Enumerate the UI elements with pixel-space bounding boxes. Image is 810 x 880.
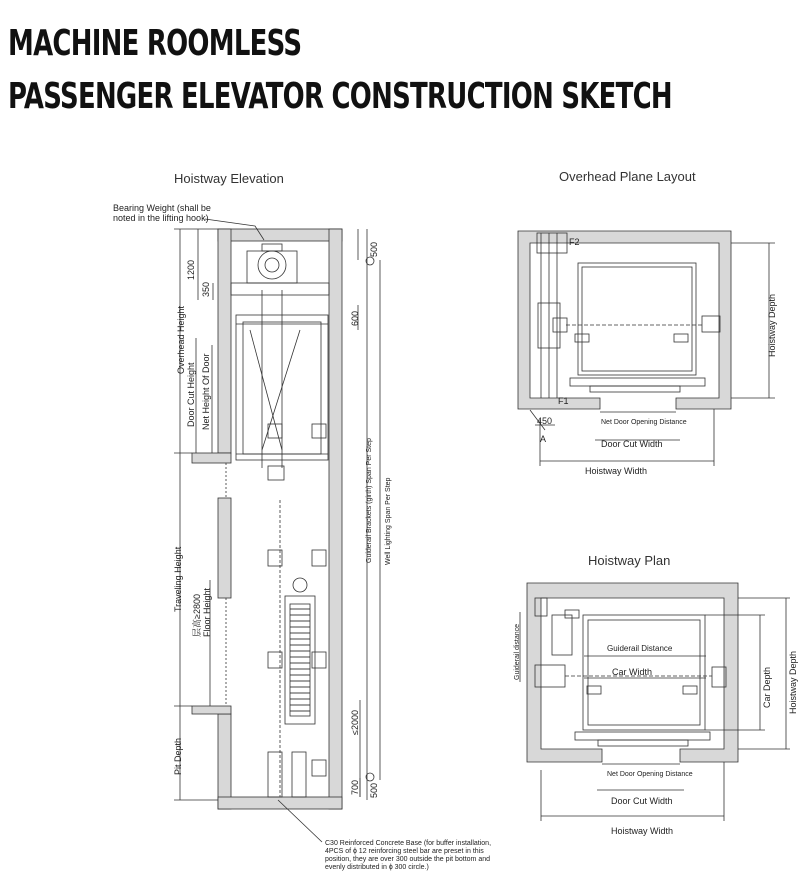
dim-1200: 1200: [186, 259, 196, 280]
title-line-1: MACHINE ROOMLESS: [8, 23, 302, 64]
bearing-note-line-1: Bearing Weight (shall be: [113, 203, 211, 213]
base-note-line-1: C30 Reinforced Concrete Base (for buffer installation,: [325, 840, 492, 847]
plan-door-cut-width: Door Cut Width: [611, 796, 673, 806]
dim-2000: ≤2000: [350, 710, 360, 735]
plan-car-width: Car Width: [612, 667, 653, 677]
plan-guiderail-distance: Guiderail Distance: [607, 644, 673, 653]
traction-machine: [247, 251, 297, 283]
elevation-left-wall-middle: [218, 498, 231, 598]
hoistway-elevation-heading: Hoistway Elevation: [174, 171, 284, 186]
lower-landing-slab: [192, 706, 231, 714]
overhead-plane-layout: [518, 231, 775, 466]
overhead-door-cut-width: Door Cut Width: [601, 439, 663, 449]
hoistway-plan-heading: Hoistway Plan: [588, 553, 671, 568]
title-line-2: PASSENGER ELEVATOR CONSTRUCTION SKETCH: [8, 76, 672, 117]
hoistway-plan: [520, 583, 790, 821]
overhead-f1: F1: [558, 396, 569, 406]
overhead-plane-layout-heading: Overhead Plane Layout: [559, 169, 696, 184]
dim-700: 700: [350, 779, 360, 795]
elevation-left-wall-bottom: [218, 714, 231, 809]
dim-500-top: 500: [369, 241, 379, 257]
plan-guiderail-distance-side: Guiderail distance: [514, 623, 521, 680]
overhead-dim-450: 450: [537, 416, 553, 426]
net-height-of-door-label: Net Height Of Door: [201, 353, 211, 430]
door-cut-height-label: Door Cut Height: [186, 362, 196, 427]
dim-600: 600: [350, 310, 360, 326]
traveling-height-label: Traveling Height: [173, 546, 183, 612]
overhead-height-label: Overhead Height: [176, 305, 186, 374]
elevation-right-wall: [329, 229, 342, 809]
overhead-net-door-opening: Net Door Opening Distance: [601, 419, 687, 426]
elevation-pit-slab: [218, 797, 342, 809]
pit-depth-label: Pit Depth: [173, 737, 183, 775]
plan-hoistway-depth: Hoistway Depth: [788, 650, 798, 714]
buffer-right: [292, 752, 306, 797]
plan-counterweight: [552, 615, 572, 655]
base-note-line-3: position, they are over 300 outside the pit bottom and: [325, 856, 490, 863]
dim-500-bottom: 500: [369, 782, 379, 798]
overhead-car: [578, 263, 696, 375]
overhead-f2: F2: [569, 237, 580, 247]
plan-hoistway-width: Hoistway Width: [611, 826, 674, 836]
base-note-line-4: evenly distributed in ɸ 300 circle.): [325, 864, 429, 871]
dim-350: 350: [201, 281, 211, 297]
overhead-point-a: A: [540, 434, 547, 444]
plan-car-depth: Car Depth: [762, 666, 772, 708]
plan-net-door-opening: Net Door Opening Distance: [607, 771, 693, 778]
overhead-hoistway-depth: Hoistway Depth: [767, 293, 777, 357]
overhead-walls: [518, 231, 731, 409]
upper-landing-slab: [192, 453, 231, 463]
well-lighting-span-label: Well Lighting Span Per Step: [385, 477, 392, 565]
elevation-roof-slab: [218, 229, 342, 241]
floor-height-value: 层高≥2800: [192, 594, 202, 637]
elevation-left-wall-top: [218, 229, 231, 453]
machine-beam: [231, 283, 329, 295]
floor-height-label: Floor Height: [202, 587, 212, 637]
bearing-note-line-2: noted in the lifting hook): [113, 213, 209, 223]
base-note-line-2: 4PCS of ɸ 12 reinforcing steel bar are preset in this: [325, 848, 484, 855]
guiderail-span-label: Guiderail Brackets (girth) Span Per Step: [366, 438, 373, 563]
overhead-hoistway-width: Hoistway Width: [585, 466, 648, 476]
